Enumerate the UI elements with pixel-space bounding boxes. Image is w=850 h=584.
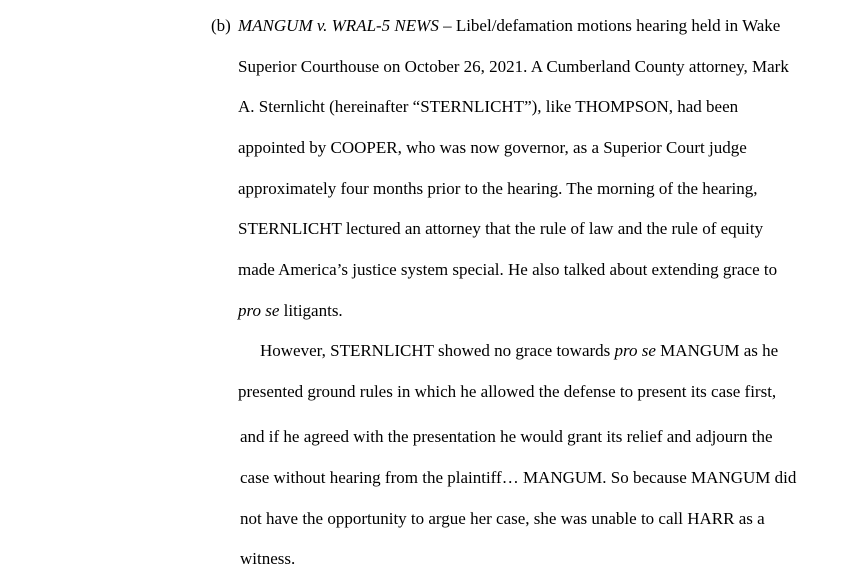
p1-line-4: appointed by COOPER, who was now governor, as a Superior Court judge bbox=[238, 138, 747, 157]
p1-line-7: made America’s justice system special. He also talked about extending grace to bbox=[238, 260, 778, 279]
p1-line-2: Superior Courthouse on October 26, 2021. A Cumberland County attorney, Mark bbox=[238, 57, 789, 76]
p2-line-5: not have the opportunity to argue her case, she was unable to call HARR as a bbox=[240, 509, 765, 528]
case-name: MANGUM v. WRAL-5 NEWS bbox=[238, 16, 439, 35]
p1-line-1-rest: – Libel/defamation motions hearing held in Wake bbox=[438, 16, 781, 35]
p2-line-1-after: MANGUM as he bbox=[655, 341, 779, 360]
p2-line-2: presented ground rules in which he allowed the defense to present its case first, bbox=[238, 382, 777, 401]
p2-line-3: and if he agreed with the presentation he would grant its relief and adjourn the bbox=[240, 427, 773, 446]
p2-line-4: case without hearing from the plaintiff… MANGUM. So because MANGUM did bbox=[240, 468, 797, 487]
p1-line-5: approximately four months prior to the hearing. The morning of the hearing, bbox=[238, 179, 758, 198]
pro-se-term: pro se bbox=[614, 341, 656, 360]
p1-line-8-rest: litigants. bbox=[279, 301, 343, 320]
p2-line-1-before: However, STERNLICHT showed no grace towards bbox=[260, 341, 615, 360]
p1-line-1 bbox=[238, 16, 780, 36]
p2-line-6: witness. bbox=[240, 549, 296, 568]
item-marker: (b) bbox=[211, 16, 231, 35]
pro-se-term: pro se bbox=[238, 301, 280, 320]
p2-line-1 bbox=[260, 341, 778, 361]
p1-line-3: A. Sternlicht (hereinafter “STERNLICHT”), like THOMPSON, had been bbox=[238, 97, 739, 116]
p1-line-8 bbox=[238, 301, 343, 321]
p1-line-6: STERNLICHT lectured an attorney that the rule of law and the rule of equity bbox=[238, 219, 764, 238]
